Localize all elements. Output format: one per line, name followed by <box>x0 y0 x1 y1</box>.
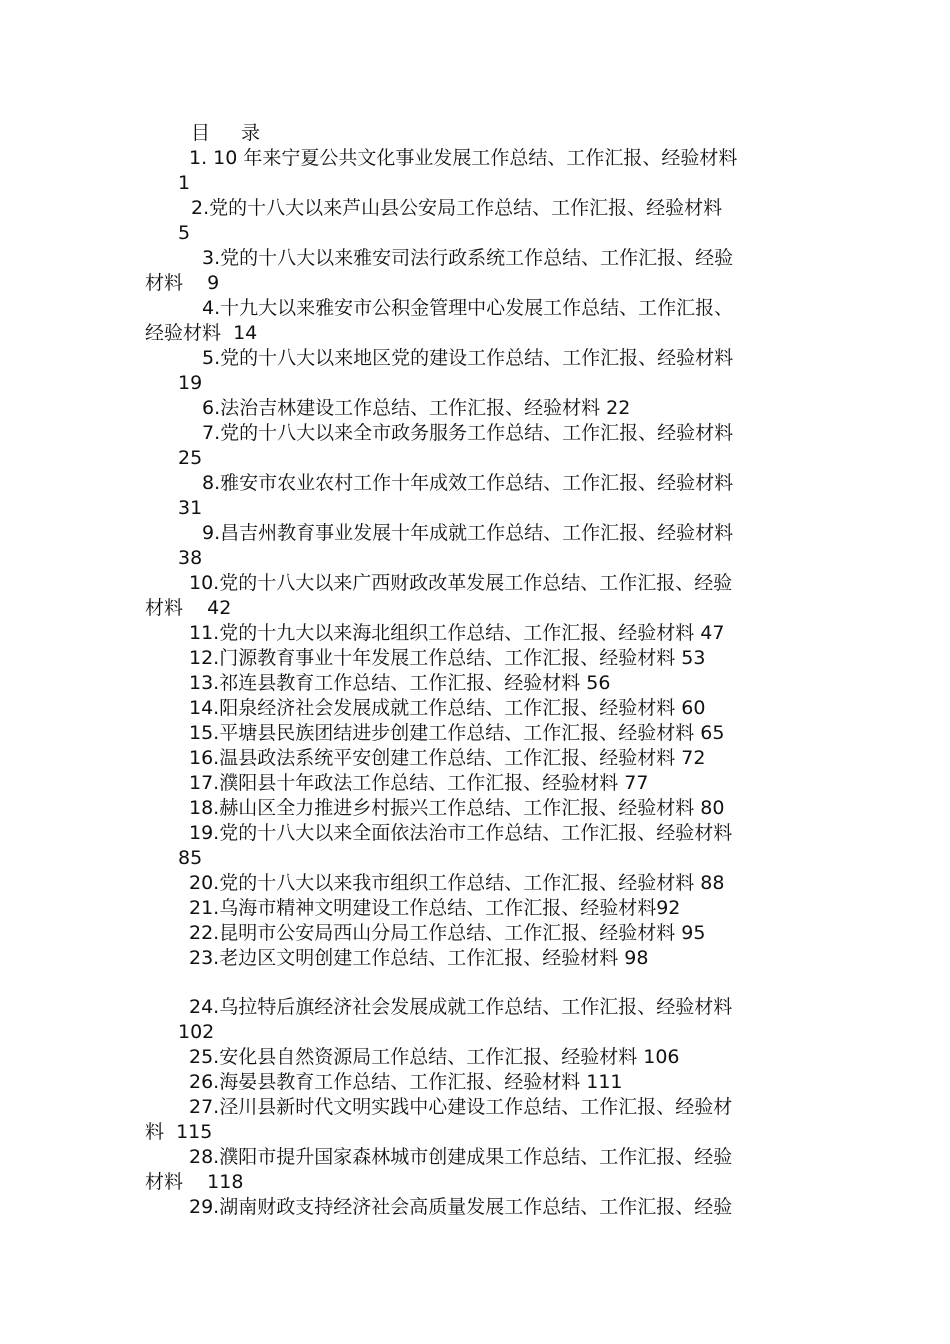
toc-entry <box>145 921 810 946</box>
toc-entry-continuation: 85 <box>178 847 203 869</box>
toc-entry-text: 8.雅安市农业农村工作十年成效工作总结、工作汇报、经验材料 <box>202 472 734 494</box>
toc-entry-text: 11.党的十九大以来海北组织工作总结、工作汇报、经验材料 47 <box>189 622 725 644</box>
toc-entry-text: 1. 10 年来宁夏公共文化事业发展工作总结、工作汇报、经验材料 <box>189 147 738 169</box>
toc-entry <box>145 196 810 246</box>
toc-entry-text: 7.党的十八大以来全市政务服务工作总结、工作汇报、经验材料 <box>202 422 734 444</box>
toc-entry <box>145 346 810 396</box>
toc-entry <box>145 771 810 796</box>
toc-entry-text: 15.平塘县民族团结进步创建工作总结、工作汇报、经验材料 65 <box>189 722 725 744</box>
toc-entry <box>145 946 810 971</box>
toc-entry-continuation: 1 <box>178 172 191 194</box>
toc-entry <box>145 621 810 646</box>
toc-entry-text: 24.乌拉特后旗经济社会发展成就工作总结、工作汇报、经验材料 <box>189 996 733 1018</box>
toc-entry-text: 19.党的十八大以来全面依法治市工作总结、工作汇报、经验材料 <box>189 822 733 844</box>
toc-entry-text: 5.党的十八大以来地区党的建设工作总结、工作汇报、经验材料 <box>202 347 734 369</box>
toc-entry-text: 17.濮阳县十年政法工作总结、工作汇报、经验材料 77 <box>189 772 649 794</box>
toc-entry-text: 26.海晏县教育工作总结、工作汇报、经验材料 111 <box>189 1071 623 1093</box>
toc-entry-text: 2.党的十八大以来芦山县公安局工作总结、工作汇报、经验材料 <box>191 197 723 219</box>
toc-entry-text: 4.十九大以来雅安市公积金管理中心发展工作总结、工作汇报、 <box>202 297 734 319</box>
toc-entry-continuation: 38 <box>178 547 203 569</box>
toc-entry <box>145 995 810 1045</box>
toc-entry-text: 21.乌海市精神文明建设工作总结、工作汇报、经验材料92 <box>189 897 681 919</box>
toc-entry <box>145 571 810 621</box>
toc-entry <box>145 746 810 771</box>
toc-entry <box>145 246 810 296</box>
toc-entry <box>145 146 810 196</box>
toc-entry-continuation: 31 <box>178 497 203 519</box>
toc-entry-text: 9.昌吉州教育事业发展十年成就工作总结、工作汇报、经验材料 <box>202 522 734 544</box>
toc-entry-text: 6.法治吉林建设工作总结、工作汇报、经验材料 22 <box>202 397 631 419</box>
toc-entry <box>145 296 810 346</box>
toc-entry-text: 22.昆明市公安局西山分局工作总结、工作汇报、经验材料 95 <box>189 922 706 944</box>
toc-title <box>145 121 810 146</box>
toc-entry-text: 27.泾川县新时代文明实践中心建设工作总结、工作汇报、经验材 <box>189 1096 733 1118</box>
toc-entry-text: 3.党的十八大以来雅安司法行政系统工作总结、工作汇报、经验 <box>202 247 734 269</box>
toc-entry <box>145 871 810 896</box>
toc-entry-continuation: 5 <box>178 222 191 244</box>
toc-entry-continuation: 25 <box>178 447 203 469</box>
toc-entry-text: 28.濮阳市提升国家森林城市创建成果工作总结、工作汇报、经验 <box>189 1146 733 1168</box>
toc-entry-continuation: 经验材料 14 <box>145 322 258 344</box>
toc-entry <box>145 646 810 671</box>
toc-entry <box>145 721 810 746</box>
toc-entry-text: 10.党的十八大以来广西财政改革发展工作总结、工作汇报、经验 <box>189 572 733 594</box>
toc-entry <box>145 896 810 921</box>
toc-entry-continuation: 材料 42 <box>145 597 232 619</box>
toc-entry-text: 13.祁连县教育工作总结、工作汇报、经验材料 56 <box>189 672 611 694</box>
toc-entry-continuation: 19 <box>178 372 203 394</box>
toc-entry-text: 14.阳泉经济社会发展成就工作总结、工作汇报、经验材料 60 <box>189 697 706 719</box>
toc-entry-text: 29.湖南财政支持经济社会高质量发展工作总结、工作汇报、经验 <box>189 1196 733 1218</box>
toc-entry-continuation: 材料 9 <box>145 272 220 294</box>
blank-line <box>145 971 810 995</box>
toc-entry <box>145 821 810 871</box>
toc-title-right: 录 <box>241 122 262 144</box>
toc-entry <box>145 521 810 571</box>
toc-entry-text: 23.老边区文明创建工作总结、工作汇报、经验材料 98 <box>189 947 649 969</box>
toc-entry <box>145 696 810 721</box>
toc-entry <box>145 1195 810 1220</box>
toc-entry-continuation: 料 115 <box>145 1121 213 1143</box>
toc-entry <box>145 1145 810 1195</box>
toc-entry-continuation: 102 <box>178 1021 215 1043</box>
toc-entry <box>145 1070 810 1095</box>
toc-entry-text: 18.赫山区全力推进乡村振兴工作总结、工作汇报、经验材料 80 <box>189 797 725 819</box>
toc-entry <box>145 1095 810 1145</box>
toc-entry-text: 16.温县政法系统平安创建工作总结、工作汇报、经验材料 72 <box>189 747 706 769</box>
toc-entry <box>145 1045 810 1070</box>
toc-entry <box>145 471 810 521</box>
toc-entry-text: 12.门源教育事业十年发展工作总结、工作汇报、经验材料 53 <box>189 647 706 669</box>
toc-entry-text: 20.党的十八大以来我市组织工作总结、工作汇报、经验材料 88 <box>189 872 725 894</box>
toc-entry <box>145 796 810 821</box>
table-of-contents <box>145 121 810 1220</box>
toc-title-left: 目 <box>191 122 212 144</box>
toc-entry-text: 25.安化县自然资源局工作总结、工作汇报、经验材料 106 <box>189 1046 680 1068</box>
toc-entry-continuation: 材料 118 <box>145 1171 244 1193</box>
toc-entry <box>145 421 810 471</box>
toc-entry <box>145 671 810 696</box>
toc-entry <box>145 396 810 421</box>
